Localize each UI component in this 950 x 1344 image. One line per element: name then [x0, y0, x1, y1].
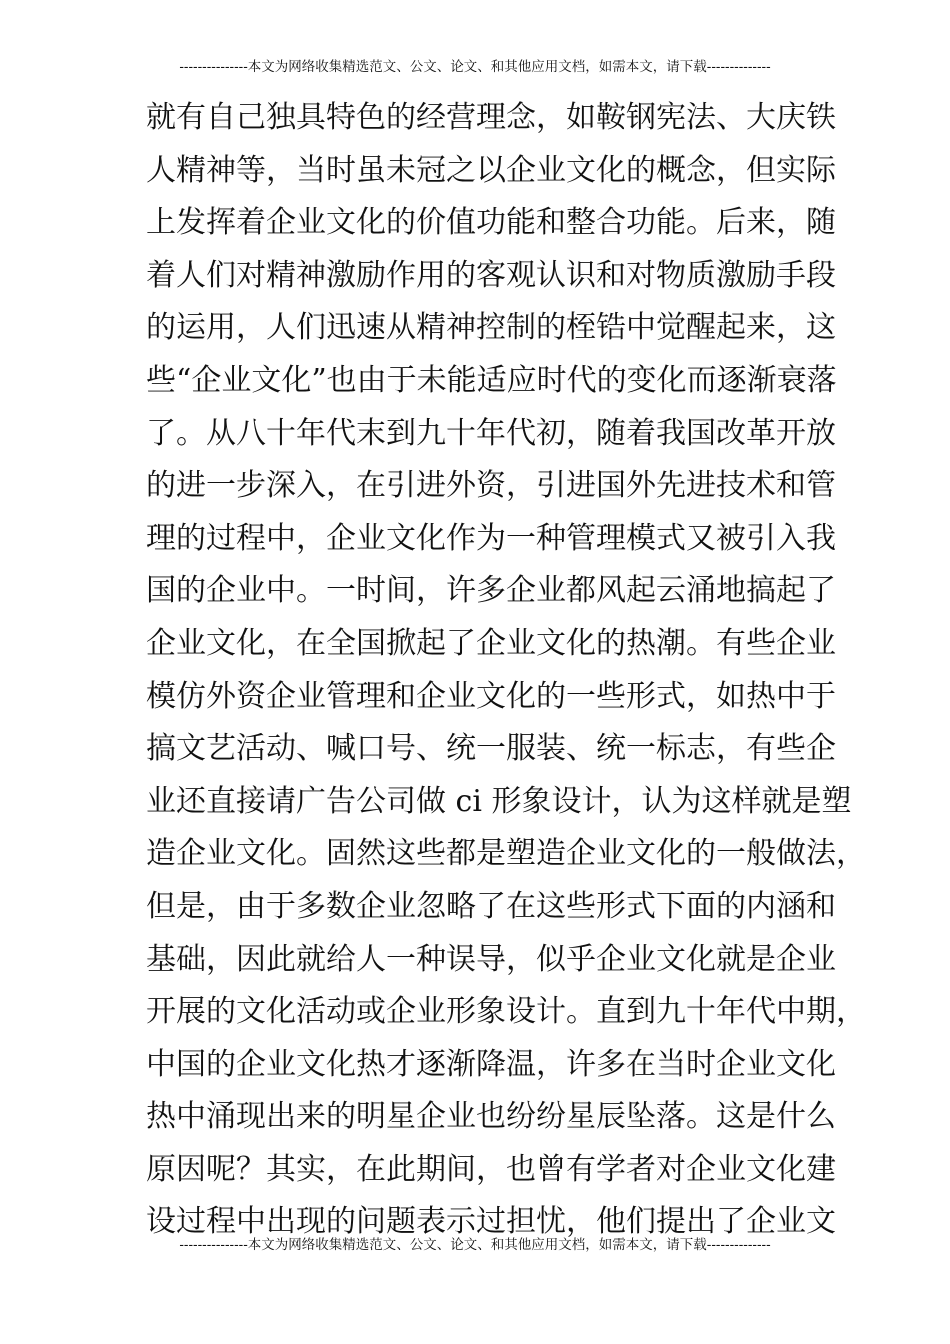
document-body: [146, 92, 866, 1249]
body-line: 模仿外资企业管理和企业文化的一些形式，如热中于: [146, 678, 836, 714]
body-line: 些“企业文化”也由于未能适应时代的变化而逐渐衰落: [146, 362, 837, 398]
body-line: 但是，由于多数企业忽略了在这些形式下面的内涵和: [146, 888, 836, 924]
body-line: 企业文化，在全国掀起了企业文化的热潮。有些企业: [146, 625, 836, 661]
body-line: 热中涌现出来的明星企业也纷纷星辰坠落。这是什么: [146, 1099, 836, 1135]
body-line: 了。从八十年代末到九十年代初，随着我国改革开放: [146, 415, 836, 451]
body-line: 人精神等，当时虽未冠之以企业文化的概念，但实际: [146, 152, 836, 188]
body-line: 中国的企业文化热才逐渐降温，许多在当时企业文化: [146, 1046, 836, 1082]
body-line: 的进一步深入，在引进外资，引进国外先进技术和管: [146, 468, 836, 504]
body-line: 上发挥着企业文化的价值功能和整合功能。后来，随: [146, 205, 836, 241]
body-line: 原因呢？其实，在此期间，也曾有学者对企业文化建: [146, 1151, 836, 1187]
header-banner: ---------------本文为网络收集精选范文、公文、论文、和其他应用文档，如需本文，请下载--------------: [179, 59, 771, 75]
body-line: 设过程中出现的问题表示过担忧，他们提出了企业文: [146, 1204, 836, 1240]
body-line: 造企业文化。固然这些都是塑造企业文化的一般做法，: [146, 836, 866, 872]
body-line: 着人们对精神激励作用的客观认识和对物质激励手段: [146, 257, 836, 293]
body-line: 国的企业中。一时间，许多企业都风起云涌地搞起了: [146, 573, 836, 609]
body-line: 业还直接请广告公司做 ci 形象设计，认为这样就是塑: [146, 783, 852, 819]
footer-banner: ---------------本文为网络收集精选范文、公文、论文、和其他应用文档，如需本文，请下载--------------: [179, 1237, 771, 1253]
body-line: 基础，因此就给人一种误导，似乎企业文化就是企业: [146, 941, 836, 977]
body-line: 理的过程中，企业文化作为一种管理模式又被引入我: [146, 520, 836, 556]
body-line: 搞文艺活动、喊口号、统一服装、统一标志，有些企: [146, 731, 836, 767]
body-line: 的运用，人们迅速从精神控制的桎锆中觉醒起来，这: [146, 310, 836, 346]
body-line: 就有自己独具特色的经营理念，如鞍钢宪法、大庆铁: [146, 100, 836, 135]
body-line: 开展的文化活动或企业形象设计。直到九十年代中期，: [146, 994, 866, 1030]
